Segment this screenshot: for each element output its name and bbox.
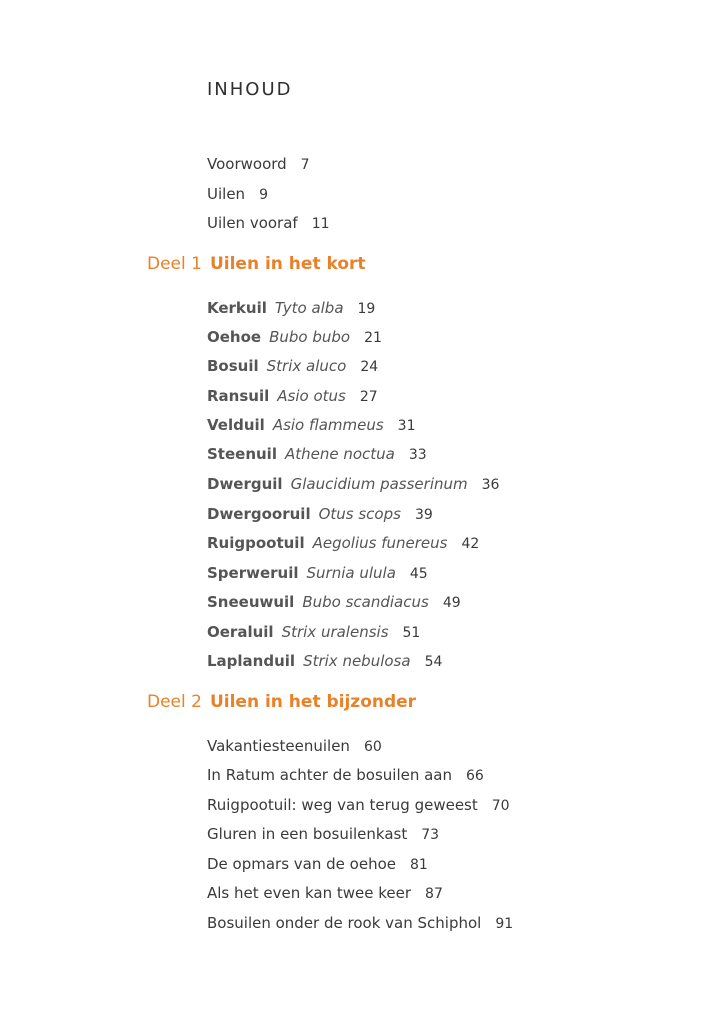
owl-name: Oeraluil [207,623,274,641]
entry-page: 87 [425,886,443,902]
entry-page: 33 [408,447,427,463]
entry-title: In Ratum achter de bosuilen aan [207,766,453,784]
entry-title: Gluren in een bosuilenkast [207,825,408,843]
owl-name: Steenuil [207,445,277,463]
owl-name: Ransuil [207,387,270,405]
toc-entry [207,298,375,319]
toc-entry [207,154,310,175]
entry-title: Uilen vooraf [207,214,298,232]
owl-name: Oehoe [207,328,262,346]
toc-entry [207,444,427,465]
toc-entry [207,184,268,205]
entry-title: Uilen [207,185,246,203]
entry-page: 39 [414,507,433,523]
owl-name: Velduil [207,416,265,434]
toc-entry [207,386,378,407]
part-title: Uilen in het kort [209,254,366,274]
toc-heading: INHOUD [207,79,293,100]
owl-name: Dwerguil [207,475,283,493]
owl-name: Sperweruil [207,564,299,582]
owl-name: Bosuil [207,357,259,375]
entry-page: 19 [357,301,376,317]
toc-entry [207,356,378,377]
entry-page: 7 [300,157,310,173]
entry-title: Voorwoord [207,155,287,173]
owl-latin-name: Bubo scandiacus [302,593,429,611]
owl-latin-name: Aegolius funereus [312,534,448,552]
entry-title: Als het even kan twee keer [207,884,412,902]
entry-title: Vakantiesteenuilen [207,737,350,755]
owl-name: Kerkuil [207,299,267,317]
entry-page: 81 [409,857,428,873]
toc-entry [207,415,416,436]
owl-latin-name: Otus scops [318,505,401,523]
toc-entry [207,504,433,525]
toc-entry [207,913,513,934]
entry-page: 54 [424,654,443,670]
owl-name: Sneeuwuil [207,593,295,611]
entry-page: 31 [397,418,416,434]
entry-page: 70 [491,798,510,814]
entry-page: 21 [364,330,382,346]
entry-page: 66 [466,768,484,784]
owl-name: Laplanduil [207,652,296,670]
toc-entry [207,883,443,904]
entry-page: 36 [481,477,500,493]
entry-page: 42 [461,536,480,552]
entry-page: 45 [409,566,428,582]
owl-latin-name: Tyto alba [274,299,344,317]
owl-latin-name: Athene noctua [284,445,395,463]
toc-entry [207,854,428,875]
owl-latin-name: Strix aluco [266,357,347,375]
owl-name: Ruigpootuil [207,534,305,552]
toc-entry [207,474,499,495]
toc-entry [207,622,420,643]
toc-entry [207,795,510,816]
owl-latin-name: Asio flammeus [272,416,384,434]
entry-page: 11 [311,216,330,232]
toc-entry [207,736,382,757]
entry-page: 49 [442,595,461,611]
part-2-heading [147,691,416,713]
entry-page: 60 [363,739,382,755]
toc-entry [207,824,439,845]
toc-entry [207,592,461,613]
entry-page: 51 [402,625,421,641]
toc-entry [207,213,330,234]
entry-title: De opmars van de oehoe [207,855,396,873]
part-number: Deel 1 [147,254,202,274]
entry-page: 27 [359,389,378,405]
owl-latin-name: Asio otus [277,387,346,405]
toc-entry [207,765,484,786]
entry-title: Bosuilen onder de rook van Schiphol [207,914,482,932]
toc-entry [207,327,382,348]
entry-page: 24 [360,359,379,375]
owl-latin-name: Glaucidium passerinum [290,475,468,493]
part-1-heading [147,253,366,275]
entry-page: 9 [259,187,268,203]
entry-page: 91 [495,916,514,932]
owl-latin-name: Strix nebulosa [303,652,411,670]
toc-entry [207,651,442,672]
entry-title: Ruigpootuil: weg van terug geweest [207,796,478,814]
entry-page: 73 [421,827,440,843]
owl-name: Dwergooruil [207,505,311,523]
part-title: Uilen in het bijzonder [209,692,417,712]
toc-entry [207,563,428,584]
toc-entry [207,533,479,554]
part-number: Deel 2 [147,692,202,712]
owl-latin-name: Strix uralensis [281,623,389,641]
owl-latin-name: Surnia ulula [306,564,396,582]
owl-latin-name: Bubo bubo [269,328,351,346]
